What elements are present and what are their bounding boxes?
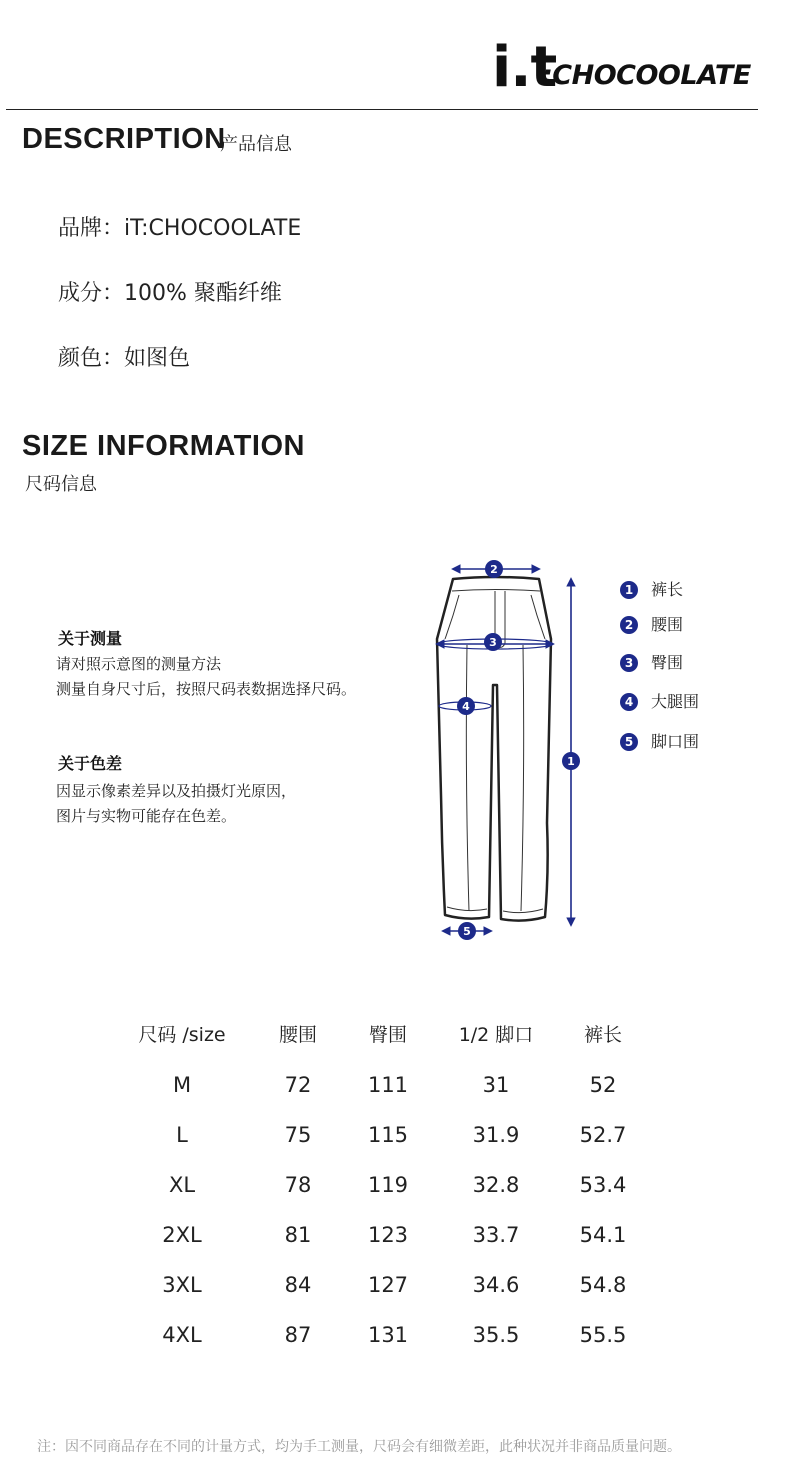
pants-measurement-diagram <box>425 555 590 947</box>
table-cell: M <box>172 1073 192 1097</box>
measure-note-heading: 关于测量 <box>58 629 123 648</box>
property-value: 100% 聚酯纤维 <box>124 281 282 306</box>
svg-text:5: 5 <box>463 925 471 938</box>
pants-outline <box>437 577 551 921</box>
property-key: 颜色： <box>58 346 125 371</box>
legend-label: 脚口围 <box>651 732 700 751</box>
table-cell: XL <box>168 1173 196 1197</box>
table-row <box>0 1260 790 1310</box>
table-cell: 35.5 <box>472 1323 520 1347</box>
table-cell: 32.8 <box>472 1173 520 1197</box>
legend-label: 腰围 <box>651 615 684 634</box>
table-cell: 55.5 <box>579 1323 627 1347</box>
table-row <box>0 1110 790 1160</box>
svg-text:3: 3 <box>489 636 497 649</box>
table-cell: 119 <box>367 1173 409 1197</box>
header-cell: 尺码 /size <box>138 1024 226 1046</box>
table-cell: 87 <box>284 1323 312 1347</box>
measure-note-line: 请对照示意图的测量方法 <box>56 655 222 673</box>
table-cell: 81 <box>284 1223 312 1247</box>
table-header-row <box>0 1010 790 1060</box>
table-cell: 31 <box>482 1073 510 1097</box>
header-cell: 裤长 <box>583 1024 622 1046</box>
table-cell: 75 <box>284 1123 312 1147</box>
size-info-title: SIZE INFORMATION <box>22 430 305 462</box>
table-cell: 111 <box>367 1073 409 1097</box>
table-row <box>0 1160 790 1210</box>
table-cell: 34.6 <box>472 1273 520 1297</box>
property-brand <box>58 211 301 242</box>
diagram-marker-5 <box>458 922 476 940</box>
diagram-marker-1 <box>562 752 580 770</box>
header-divider <box>6 109 758 110</box>
color-note-heading: 关于色差 <box>58 754 123 773</box>
svg-text:1: 1 <box>567 755 575 768</box>
property-value: 如图色 <box>124 346 191 371</box>
legend-label: 裤长 <box>651 580 684 599</box>
diagram-marker-4 <box>457 697 475 715</box>
table-cell: 52.7 <box>579 1123 627 1147</box>
table-cell: 2XL <box>162 1223 202 1247</box>
table-cell: 53.4 <box>579 1173 627 1197</box>
property-value: iT:CHOCOOLATE <box>124 216 302 241</box>
property-key: 品牌： <box>58 216 125 241</box>
table-cell: 123 <box>367 1223 409 1247</box>
table-cell: 54.8 <box>579 1273 627 1297</box>
table-cell: 31.9 <box>472 1123 520 1147</box>
diagram-marker-2 <box>485 560 503 578</box>
table-row <box>0 1310 790 1360</box>
description-title: DESCRIPTION <box>22 123 226 155</box>
legend-number-badge: 5 <box>620 733 638 751</box>
legend-number-badge: 3 <box>620 654 638 672</box>
description-subtitle: 产品信息 <box>220 134 292 155</box>
header-cell: 1/2 脚口 <box>458 1024 534 1046</box>
legend-number-badge: 2 <box>620 616 638 634</box>
table-cell: 115 <box>367 1123 409 1147</box>
property-color <box>58 341 190 372</box>
color-note-line: 因显示像素差异以及拍摄灯光原因， <box>56 782 297 800</box>
table-row <box>0 1060 790 1110</box>
header-cell: 臀围 <box>368 1024 407 1046</box>
table-cell: 131 <box>367 1323 409 1347</box>
table-cell: 52 <box>589 1073 617 1097</box>
footnote-disclaimer: 注：因不同商品存在不同的计量方式，均为手工测量，尺码会有细微差距，此种状况并非商品质量问题。 <box>37 1439 681 1455</box>
table-cell: 78 <box>284 1173 312 1197</box>
svg-text:2: 2 <box>490 563 498 576</box>
legend-number-badge: 4 <box>620 693 638 711</box>
table-cell: 127 <box>367 1273 409 1297</box>
header-cell: 腰围 <box>278 1024 317 1046</box>
table-cell: 33.7 <box>472 1223 520 1247</box>
legend-label: 大腿围 <box>651 692 700 711</box>
property-material <box>58 276 282 307</box>
brand-logo <box>492 35 754 100</box>
property-key: 成分： <box>58 281 125 306</box>
table-cell: 4XL <box>162 1323 202 1347</box>
table-row <box>0 1210 790 1260</box>
table-cell: 84 <box>284 1273 312 1297</box>
legend-label: 臀围 <box>651 653 684 672</box>
table-cell: 54.1 <box>579 1223 627 1247</box>
logo-brand-text: :CHOCOOLATE <box>542 60 751 91</box>
legend-number-badge: 1 <box>620 581 638 599</box>
measure-note-line: 测量自身尺寸后，按照尺码表数据选择尺码。 <box>56 680 357 698</box>
svg-text:4: 4 <box>462 700 470 713</box>
table-cell: L <box>176 1123 188 1147</box>
diagram-marker-3 <box>484 633 502 651</box>
table-cell: 3XL <box>162 1273 202 1297</box>
table-cell: 72 <box>284 1073 312 1097</box>
logo-mark: i.t <box>492 35 557 100</box>
color-note-line: 图片与实物可能存在色差。 <box>56 807 237 825</box>
size-info-subtitle: 尺码信息 <box>25 474 97 495</box>
